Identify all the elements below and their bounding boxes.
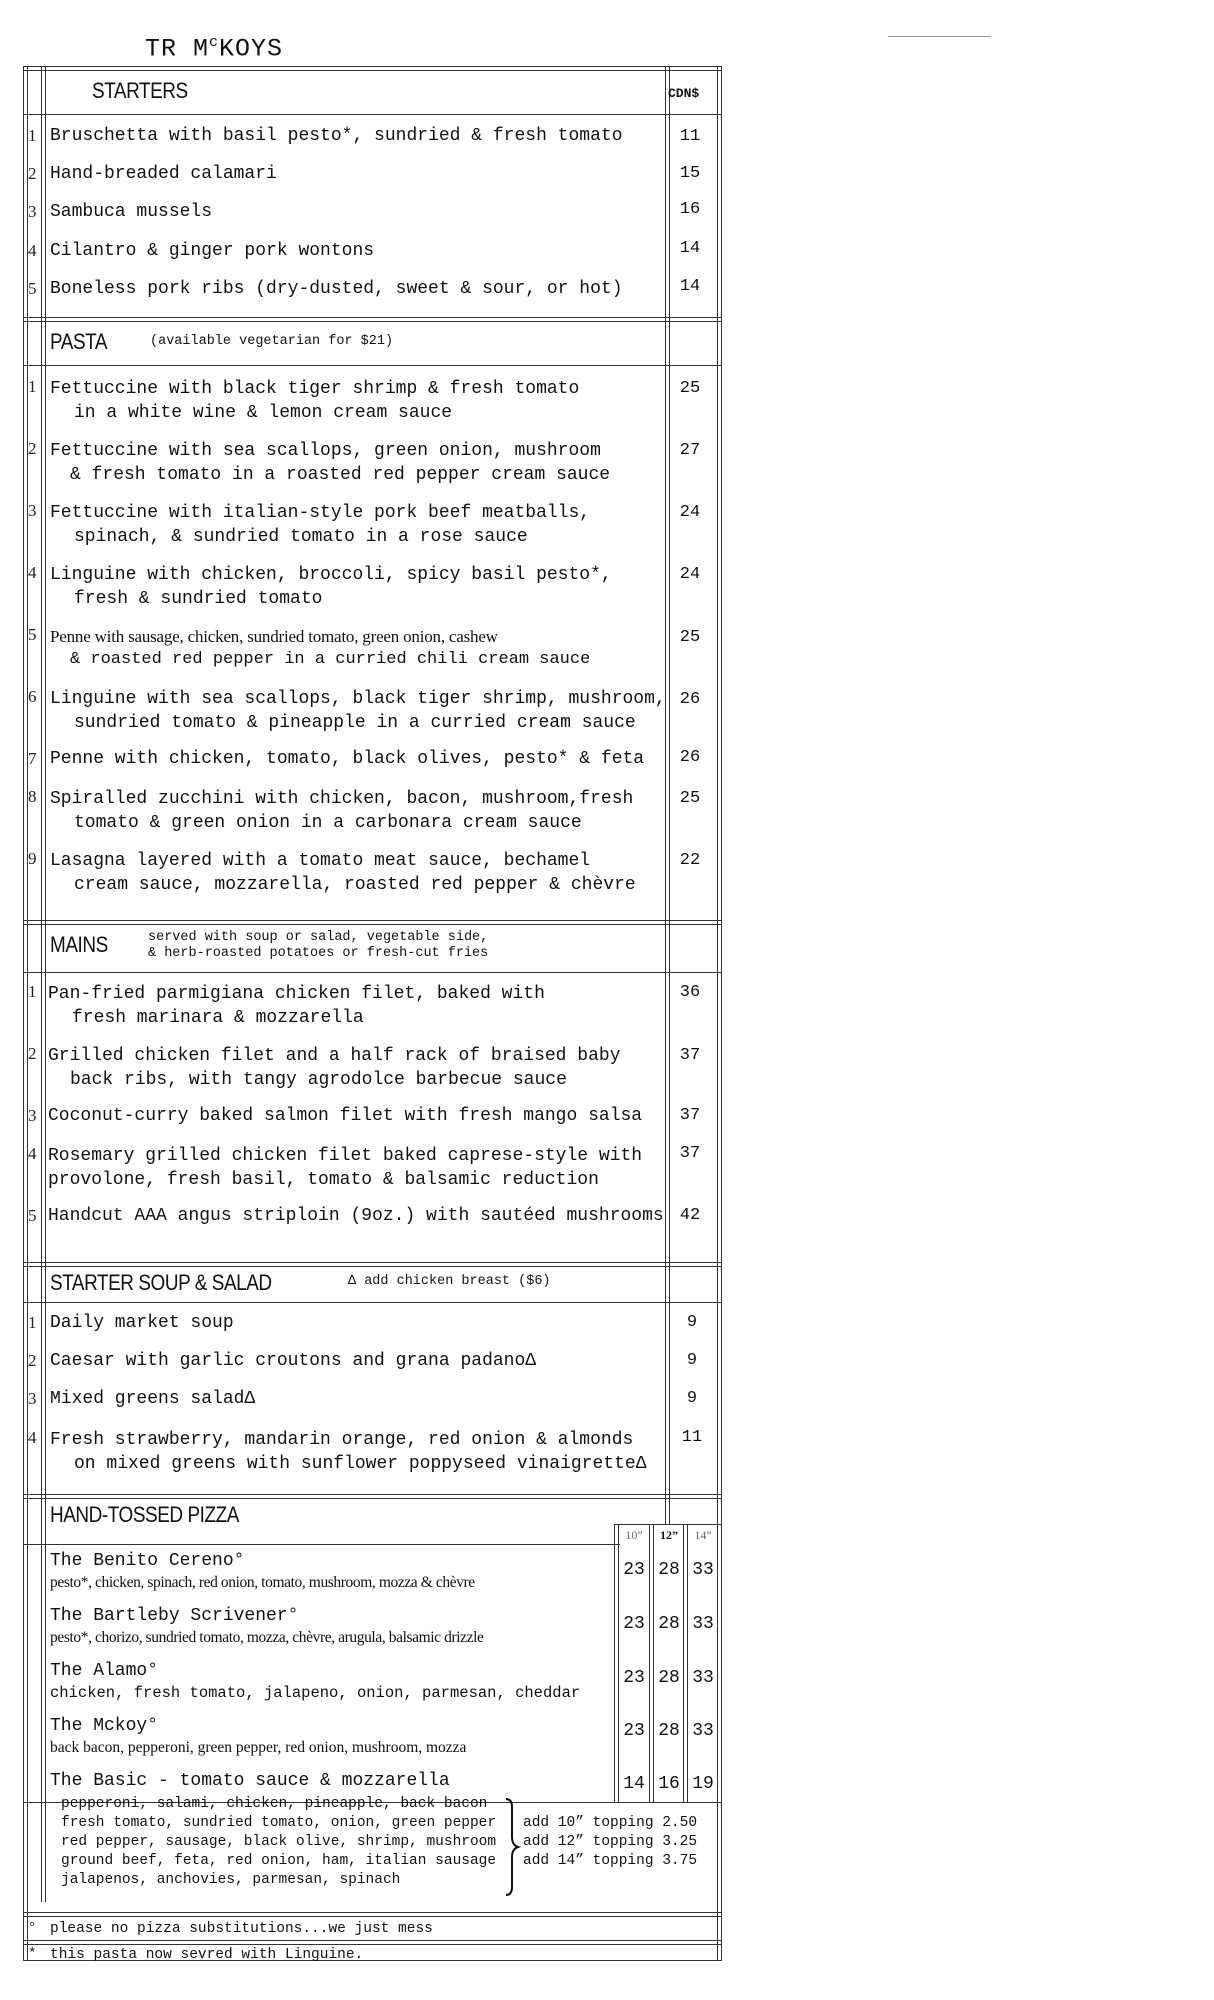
pasta-item: Lasagna layered with a tomato meat sauce, bechamel cream sauce, mozzarella, roasted red pepper & chèvre: [50, 851, 636, 895]
pizza-price-14: 33: [692, 1560, 714, 1580]
pizza-name: The Bartleby Scrivener°: [50, 1606, 299, 1626]
pizza-desc: back bacon, pepperoni, green pepper, red onion, mushroom, mozza: [50, 1739, 467, 1756]
rule: [614, 1524, 722, 1525]
item-number: 9: [28, 849, 37, 868]
starter-price: 16: [679, 200, 701, 219]
pizza-price-14: 33: [692, 1721, 714, 1741]
item-number: 2: [28, 164, 37, 183]
topping-price-row: add 14” topping 3.75: [523, 1853, 698, 1869]
item-number: 8: [28, 787, 37, 806]
pasta-item: Linguine with sea scallops, black tiger shrimp, mushroom, sundried tomato & pineapple in a curried cream sauce: [50, 689, 666, 733]
soup-salad-price: 9: [686, 1313, 698, 1332]
soup-salad-item: Daily market soup: [50, 1313, 234, 1333]
frame-line: [23, 66, 24, 1960]
rule: [23, 1916, 722, 1917]
mains-item: Coconut-curry baked salmon filet with fresh mango salsa: [48, 1106, 643, 1126]
item-number: 5: [28, 1206, 37, 1225]
item-number: 3: [28, 1389, 37, 1408]
rule: [23, 114, 722, 115]
pizza-price-10: 23: [623, 1668, 645, 1688]
pasta-price: 24: [679, 503, 701, 522]
section-header-mains: MAINS: [50, 932, 108, 957]
starter-row: 1: [28, 126, 37, 145]
rule: [23, 365, 722, 366]
pasta-item: Fettuccine with sea scallops, green onion, mushroom & fresh tomato in a roasted red pepper cream sauce: [50, 441, 611, 485]
rule: [23, 1266, 722, 1267]
starter-item: Boneless pork ribs (dry-dusted, sweet & sour, or hot): [50, 279, 623, 299]
starter-item: Hand-breaded calamari: [50, 164, 277, 184]
pizza-desc: chicken, fresh tomato, jalapeno, onion, parmesan, cheddar: [50, 1684, 581, 1702]
item-number: 4: [28, 563, 37, 582]
starter-price: 15: [679, 164, 701, 183]
rule: [23, 920, 722, 921]
topping-line: jalapenos, anchovies, parmesan, spinach: [61, 1872, 401, 1888]
pasta-price: 24: [679, 565, 701, 584]
pasta-price: 25: [679, 789, 701, 808]
topping-line: fresh tomato, sundried tomato, onion, green pepper: [61, 1815, 497, 1831]
item-number: 3: [28, 501, 37, 520]
frame-line: [721, 66, 722, 1960]
brace-icon: [502, 1797, 522, 1897]
rule: [23, 1940, 722, 1941]
pizza-price-10: 14: [623, 1774, 645, 1794]
soup-salad-item: Caesar with garlic croutons and grana padanoΔ: [50, 1351, 537, 1371]
rule: [23, 1262, 722, 1263]
mains-price: 42: [679, 1206, 701, 1225]
footnote-mark: *: [28, 1946, 37, 1962]
pizza-price-12: 16: [658, 1774, 680, 1794]
mains-price: 36: [679, 983, 701, 1002]
item-number: 1: [28, 1313, 37, 1332]
frame-line: [41, 66, 42, 1902]
section-header-pasta: PASTA: [50, 329, 108, 354]
topping-prices: [523, 1814, 697, 1871]
rule: [23, 1498, 722, 1499]
pasta-item: Linguine with chicken, broccoli, spicy basil pesto*, fresh & sundried tomato: [50, 565, 612, 609]
pizza-desc: pesto*, chorizo, sundried tomato, mozza, chèvre, arugula, balsamic drizzle: [50, 1629, 484, 1646]
rule: [23, 321, 722, 322]
pasta-item: Fettuccine with black tiger shrimp & fresh tomato in a white wine & lemon cream sauce: [50, 379, 580, 423]
item-number: 1: [28, 982, 37, 1001]
starter-item: Sambuca mussels: [50, 202, 213, 222]
topping-line: red pepper, sausage, black olive, shrimp, mushroom: [61, 1834, 497, 1850]
rule: [23, 66, 722, 67]
pizza-price-12: 28: [658, 1721, 680, 1741]
mains-note: served with soup or salad, vegetable side, & herb-roasted potatoes or fresh-cut fries: [148, 930, 489, 961]
pasta-item: Penne with chicken, tomato, black olives, pesto* & feta: [50, 749, 645, 769]
pasta-price: 22: [679, 851, 701, 870]
item-number: 2: [28, 1044, 37, 1063]
item-number: 5: [28, 279, 37, 298]
menu-title: TR $M^cKOYS$: [145, 34, 284, 64]
soup-salad-item: Mixed greens saladΔ: [50, 1389, 256, 1409]
currency-label: CDN$: [668, 86, 700, 101]
frame-line: [45, 66, 46, 1902]
pasta-price: 26: [679, 690, 701, 709]
pizza-price-10: 23: [623, 1721, 645, 1741]
mains-item: Grilled chicken filet and a half rack of braised baby back ribs, with tangy agrodolce barbecue sauce: [48, 1046, 621, 1090]
topping-list: [61, 1795, 496, 1890]
size-label: 10”: [625, 1528, 643, 1542]
rule: [23, 1302, 722, 1303]
topping-price-row: add 10” topping 2.50: [523, 1815, 698, 1831]
size-label: 14”: [694, 1528, 712, 1542]
starter-price: 14: [679, 277, 701, 296]
rule: [23, 1494, 722, 1495]
pizza-price-14: 33: [692, 1668, 714, 1688]
pizza-name: The Mckoy°: [50, 1716, 159, 1736]
pizza-price-12: 28: [658, 1668, 680, 1688]
pizza-price-12: 28: [658, 1614, 680, 1634]
size-label: 12”: [660, 1528, 678, 1542]
topping-price-row: add 12” topping 3.25: [523, 1834, 698, 1850]
pizza-name: The Benito Cereno°: [50, 1551, 245, 1571]
item-number: 2: [28, 1351, 37, 1370]
rule: [23, 972, 722, 973]
starter-price: 11: [679, 127, 701, 146]
rule: [23, 317, 722, 318]
mains-price: 37: [679, 1046, 701, 1065]
item-number: 3: [28, 1106, 37, 1125]
frame-line: [665, 66, 666, 1524]
item-number: 4: [28, 1144, 37, 1163]
item-number: 4: [28, 241, 37, 260]
section-header-pizza: HAND-TOSSED PIZZA: [50, 1502, 239, 1527]
pizza-price-10: 23: [623, 1560, 645, 1580]
pasta-price: 27: [679, 441, 701, 460]
footnote-text: this pasta now sevred with Linguine.: [50, 1947, 364, 1963]
pasta-price: 26: [679, 748, 701, 767]
rule: [23, 1944, 722, 1945]
mains-item: Pan-fried parmigiana chicken filet, baked with fresh marinara & mozzarella: [48, 984, 545, 1028]
pizza-price-12: 28: [658, 1560, 680, 1580]
pasta-item: Spiralled zucchini with chicken, bacon, mushroom,fresh tomato & green onion in a carbonara cream sauce: [50, 789, 634, 833]
item-number: 6: [28, 687, 37, 706]
pizza-price-14: 33: [692, 1614, 714, 1634]
pizza-name: The Alamo°: [50, 1661, 159, 1681]
rule: [23, 924, 722, 925]
pizza-name: The Basic - tomato sauce & mozzarella: [50, 1771, 450, 1791]
pasta-price: 25: [679, 379, 701, 398]
starter-price: 14: [679, 239, 701, 258]
pasta-note: (available vegetarian for $21): [150, 334, 394, 349]
mains-price: 37: [679, 1144, 701, 1163]
starter-item: Bruschetta with basil pesto*, sundried & fresh tomato: [50, 126, 623, 146]
mains-price: 37: [679, 1106, 701, 1125]
item-number: 1: [28, 377, 37, 396]
starter-item: Cilantro & ginger pork wontons: [50, 241, 375, 261]
item-number: 2: [28, 439, 37, 458]
pizza-price-10: 23: [623, 1614, 645, 1634]
soup-salad-item: Fresh strawberry, mandarin orange, red onion & almonds on mixed greens with sunflower poppyseed vinaigretteΔ: [50, 1430, 647, 1474]
rule: [23, 1912, 722, 1913]
frame-line: [27, 66, 28, 1960]
pasta-item: Fettuccine with italian-style pork beef meatballs, spinach, & sundried tomato in a rose sauce: [50, 503, 591, 547]
section-header-soup-salad: STARTER SOUP & SALAD: [50, 1270, 272, 1295]
item-number: 3: [28, 202, 37, 221]
item-number: 7: [28, 749, 37, 768]
decorative-line: [888, 36, 991, 37]
rule: [23, 70, 722, 71]
rule: [23, 1544, 620, 1545]
footnote-mark: °: [28, 1920, 37, 1936]
pizza-desc: pesto*, chicken, spinach, red onion, tomato, mushroom, mozza & chèvre: [50, 1574, 475, 1591]
soup-salad-note: Δ add chicken breast ($6): [348, 1274, 551, 1289]
item-number: 5: [28, 625, 37, 644]
pasta-item: Penne with sausage, chicken, sundried tomato, green onion, cashew & roasted red pepper in a curried chili cream sauce: [50, 627, 591, 669]
pasta-price: 25: [679, 628, 701, 647]
item-number: 4: [28, 1428, 37, 1447]
pizza-price-14: 19: [692, 1774, 714, 1794]
frame-line: [614, 1524, 615, 1802]
section-header-starters: STARTERS: [92, 78, 188, 103]
soup-salad-price: 9: [686, 1389, 698, 1408]
soup-salad-price: 11: [681, 1428, 703, 1447]
footnote-text: please no pizza substitutions...we just mess: [50, 1921, 433, 1937]
mains-item: Rosemary grilled chicken filet baked caprese-style with provolone, fresh basil, tomato & balsamic reduction: [48, 1146, 643, 1190]
soup-salad-price: 9: [686, 1351, 698, 1370]
topping-line: ground beef, feta, red onion, ham, italian sausage: [61, 1853, 497, 1869]
mains-item: Handcut AAA angus striploin (9oz.) with sautéed mushrooms: [48, 1206, 664, 1226]
topping-line: pepperoni, salami, chicken, pineapple, back bacon: [61, 1796, 488, 1812]
